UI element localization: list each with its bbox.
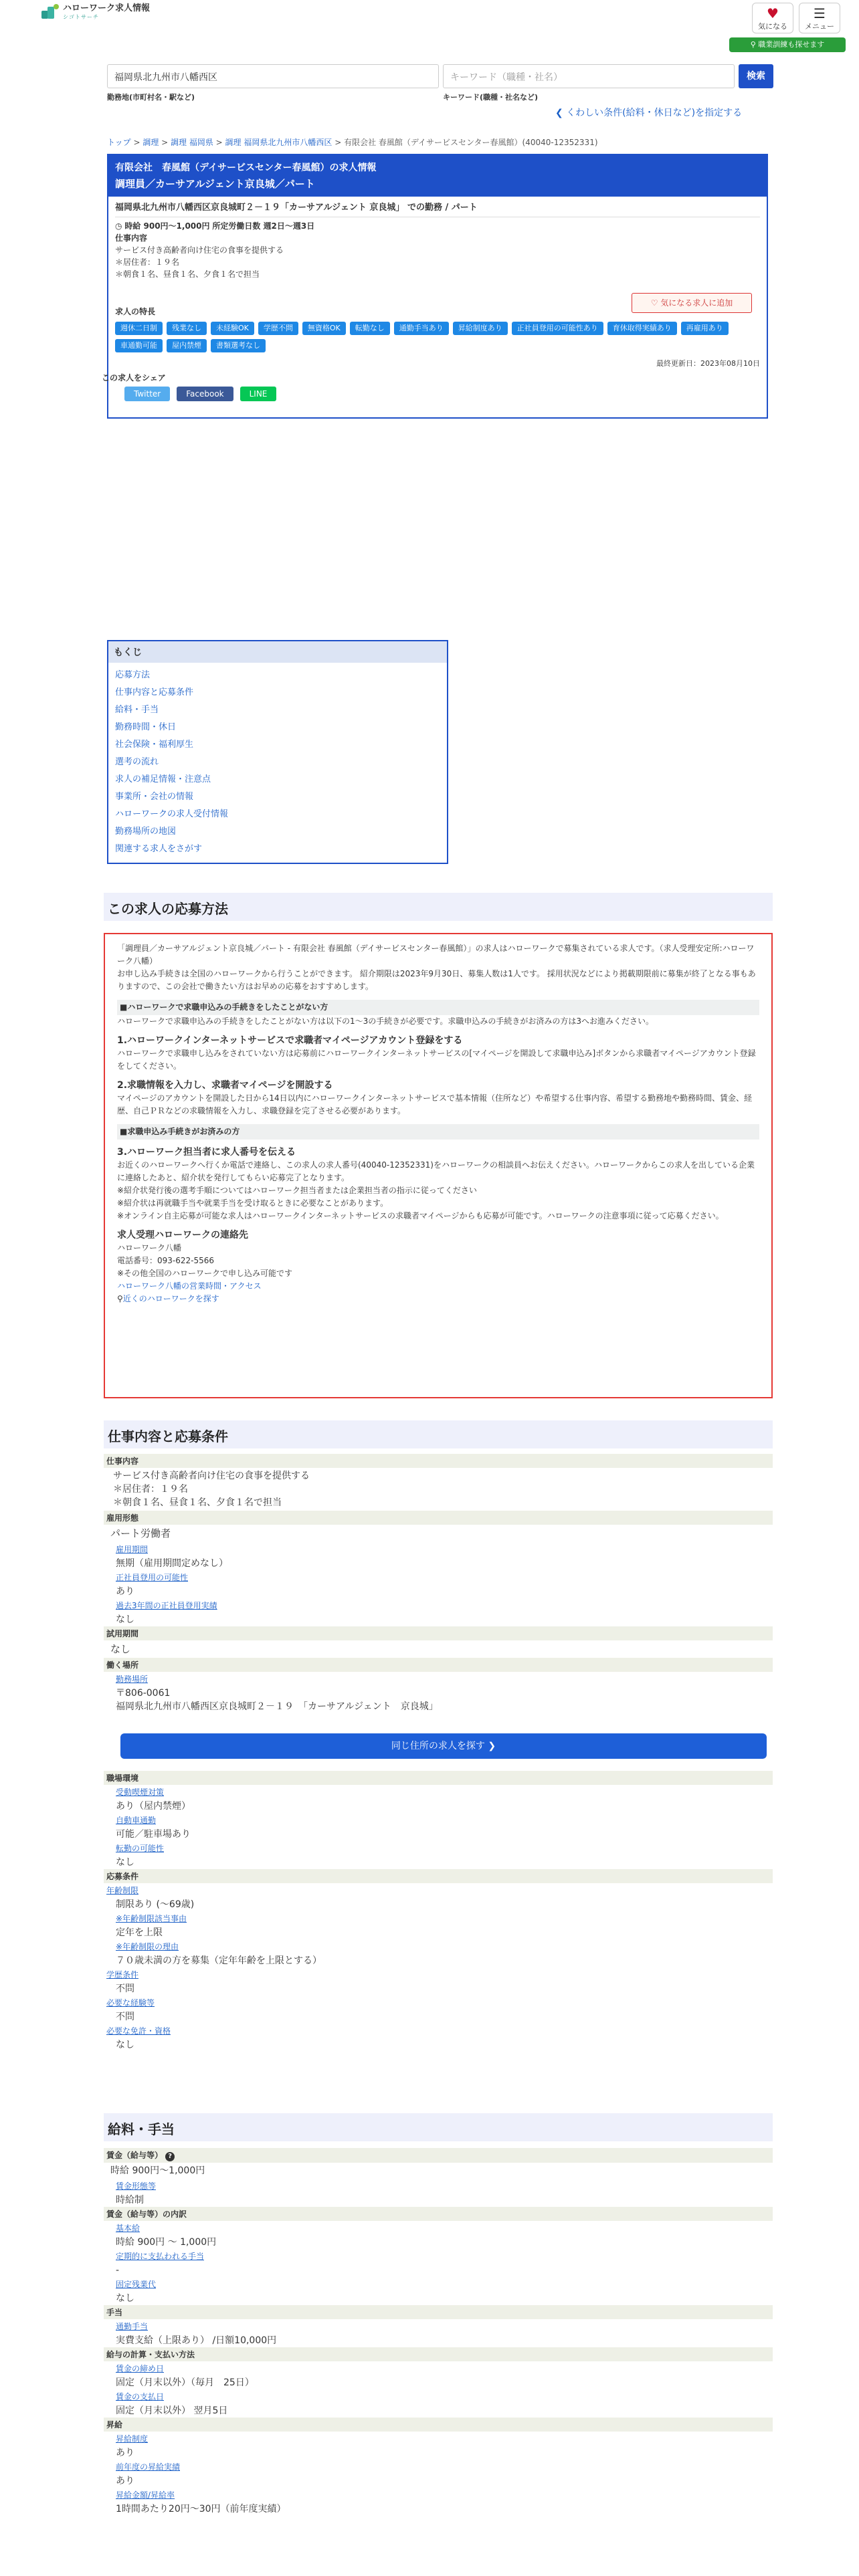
apply-bar-new: ■ハローワークで求職申込みの手続きをしたことがない方	[117, 1000, 759, 1015]
detail-search-link[interactable]	[555, 106, 742, 119]
feature-tags	[115, 322, 760, 352]
location-input[interactable]: 福岡県北九州市八幡西区	[107, 64, 439, 88]
feature-tag: 未経験OK	[211, 322, 254, 335]
toc-item[interactable]: 社会保険・福利厚生	[115, 740, 194, 750]
conditions-list	[104, 1454, 773, 1713]
workplace-address: 福岡県北九州市八幡西区京良城町２－１９ 「カーサアルジェント 京良城」	[116, 1701, 438, 1712]
sub-value: あり	[116, 1586, 134, 1597]
job-summary-card	[102, 154, 768, 419]
help-icon[interactable]: ?	[165, 2152, 175, 2161]
search-button[interactable]: 検索	[739, 64, 773, 88]
sub-value: 時給制	[116, 2195, 144, 2206]
job-days: 所定労働日数 週2日〜週3日	[212, 221, 315, 231]
sub-label: 前年度の昇給実績	[116, 2462, 181, 2472]
toc-item[interactable]: 応募方法	[115, 670, 151, 680]
office-phone: 電話番号：093-622-5566	[117, 1256, 215, 1265]
location-label: 勤務地(市町村名・駅など)	[107, 93, 195, 102]
job-content-line: ＊朝食１名、昼食１名、夕食１名で担当	[113, 1497, 282, 1508]
apply-note: ※紹介状発行後の選考手順についてはハローワーク担当者または企業担当者の指示に従ってください	[117, 1186, 477, 1195]
keyword-input[interactable]: キーワード（職種・社名）	[443, 64, 735, 88]
apply-note: ※紹介状は再就職手当や就業手当を受け取るときに必要なことがあります。	[117, 1198, 389, 1208]
menu-button[interactable]	[799, 3, 840, 33]
feature-tag: 週休二日制	[115, 322, 163, 335]
table-of-contents	[107, 640, 448, 864]
toc-item[interactable]: 給料・手当	[115, 705, 159, 715]
row-heading: 職場環境	[104, 1771, 773, 1785]
search-icon: ⚲	[750, 40, 756, 49]
sub-value: なし	[116, 2293, 134, 2304]
apply-step2-text: マイページのアカウントを開設した日から14日以内にハローワークインターネットサービスで基本情報（住所など）や希望する仕事内容、希望する勤務地や勤務時間、賃金、経歴、自己ＰＲなどの求職情報を入力し、求職登録を完了させる必要があります。	[117, 1093, 752, 1115]
sub-label: 過去3年間の正社員登用実績	[116, 1601, 217, 1610]
row-heading: 昇給	[104, 2418, 773, 2432]
breadcrumb-yahatanishi[interactable]: 調理 福岡県北九州市八幡西区	[225, 138, 332, 147]
sub-value: あり（屋内禁煙）	[116, 1801, 191, 1812]
search-icon: ⚲	[117, 1294, 123, 1303]
share-label: この求人をシェア	[102, 373, 166, 383]
job-location: 福岡県北九州市八幡西区京良城町２－１９「カーサアルジェント 京良城」 での勤務 / パート	[115, 203, 478, 213]
apply-step1: 1.ハローワークインターネットサービスで求職者マイページアカウント登録をする	[117, 1035, 463, 1046]
clock-icon: ◷	[115, 221, 122, 231]
toc-item[interactable]: 勤務時間・休日	[115, 722, 177, 732]
job-content-line: ＊居住者：１９名	[113, 1484, 188, 1495]
sub-label: 雇用期間	[116, 1545, 149, 1554]
apply-step1-text: ハローワークで求職申し込みをされていない方は応募前にハローワークインターネットサービスの[マイページを開設して求職申込み]ボタンから求職者マイページアカウント登録をしてください。	[117, 1049, 756, 1071]
row-heading: 働く場所	[104, 1658, 773, 1672]
sub-label: 通勤手当	[116, 2322, 149, 2331]
hamburger-icon: ☰	[814, 5, 826, 21]
trial-value: なし	[110, 1643, 131, 1655]
toc-item[interactable]: 仕事内容と応募条件	[115, 687, 194, 697]
apply-box	[104, 933, 773, 1398]
sub-label: 転勤の可能性	[116, 1844, 165, 1853]
same-address-search-button[interactable]: 同じ住所の求人を探す ❯	[120, 1733, 767, 1759]
sub-value: なし	[116, 1857, 134, 1868]
updated-date: 最終更新日：2023年08月10日	[656, 359, 760, 368]
feature-tag: 正社員登用の可能性あり	[512, 322, 603, 335]
company-name: 有限会社 春風館（デイサービスセンター春風館）の求人情報	[115, 163, 377, 173]
salary-list	[104, 2148, 773, 2516]
detail-search-label: くわしい条件(給料・休日など)を指定する	[566, 108, 743, 118]
apply-bar-registered: ■求職申込み手続きがお済みの方	[117, 1124, 759, 1140]
logo-subtitle: シゴトサーチ	[63, 14, 99, 20]
toc-item[interactable]: 関連する求人をさがす	[115, 844, 203, 854]
toc-item[interactable]: 選考の流れ	[115, 757, 159, 767]
training-label: 職業訓練も探せます	[758, 40, 825, 49]
sub-value: 制限あり (〜69歳)	[116, 1899, 195, 1910]
job-content-line: サービス付き高齢者向け住宅の食事を提供する	[113, 1471, 310, 1481]
breadcrumb-cooking[interactable]: 調理	[142, 138, 159, 147]
toc-title: もくじ	[108, 641, 447, 663]
breadcrumb-fukuoka[interactable]: 調理 福岡県	[171, 138, 213, 147]
content-line: サービス付き高齢者向け住宅の食事を提供する	[115, 245, 284, 255]
feature-tag: 転勤なし	[350, 322, 390, 335]
row-heading: 手当	[104, 2305, 773, 2319]
sub-value: あり	[116, 2448, 134, 2458]
chevron-left-icon: ❮	[555, 108, 563, 118]
sub-label: 基本給	[116, 2224, 140, 2233]
sub-value: なし	[116, 2040, 134, 2050]
heart-icon: ♥	[767, 5, 779, 21]
menu-label: メニュー	[805, 22, 834, 31]
office-hours-link[interactable]: ハローワーク八幡の営業時間・アクセス	[117, 1281, 262, 1291]
feature-tag: 書類選考なし	[211, 339, 266, 352]
sub-value: あり	[116, 2476, 134, 2486]
sub-label: 自動車通勤	[116, 1816, 157, 1825]
sub-label: 年齢制限	[106, 1886, 139, 1895]
add-favorite-button[interactable]	[632, 293, 752, 313]
sub-value: なし	[116, 1614, 134, 1625]
sub-label: ※年齢制限の理由	[116, 1942, 179, 1951]
site-logo[interactable]	[41, 4, 150, 21]
job-hours: 時給 900円〜1,000円	[124, 221, 210, 231]
features-heading: 求人の特長	[115, 307, 156, 316]
feature-tag: 屋内禁煙	[167, 339, 207, 352]
sub-label: 賃金の締め日	[116, 2364, 165, 2373]
sub-value: 実費支給（上限あり） /日額10,000円	[116, 2335, 277, 2346]
sub-label: 必要な免許・資格	[106, 2026, 171, 2036]
nearby-office-link[interactable]: 近くのハローワークを探す	[122, 1294, 219, 1303]
facebook-share-button[interactable]: Facebook	[177, 387, 233, 401]
employment-value: パート労働者	[110, 1527, 171, 1539]
apply-intro: 「調理員／カーサアルジェント京良城／パート - 有限会社 春風館（デイサービスセンター春風館）」の求人はハローワークで募集されている求人です。（求人受理安定所:ハローワーク八幡）	[117, 944, 755, 966]
section-title-conditions: 仕事内容と応募条件	[104, 1420, 773, 1448]
row-heading: 雇用形態	[104, 1511, 773, 1525]
sub-label: 受動喫煙対策	[116, 1788, 165, 1797]
office-name: ハローワーク八幡	[117, 1243, 182, 1253]
toc-item[interactable]: 求人の補足情報・注意点	[115, 774, 211, 784]
sub-label: 賃金形態等	[116, 2181, 157, 2191]
keyword-label: キーワード(職種・社名など)	[443, 93, 539, 102]
sub-value: 1時間あたり20円〜30円（前年度実績）	[116, 2504, 286, 2514]
breadcrumb-top[interactable]: トップ	[107, 138, 131, 147]
sub-value: ７０歳未満の方を募集（定年年齢を上限とする）	[116, 1955, 322, 1966]
feature-tag: 再雇用あり	[681, 322, 729, 335]
wage-value: 時給 900円〜1,000円	[110, 2165, 205, 2176]
apply-intro2: お申し込み手続きは全国のハローワークから行うことができます。 紹介期限は2023年9月30日、募集人数は1人です。 採用状況などにより掲載期限前に募集が終了となる事もありますので、この会社で働きたい方はお早めの応募をおすすめします。	[117, 969, 756, 991]
breadcrumb: トップ > 調理 > 調理 福岡県 > 調理 福岡県北九州市八幡西区 > 有限会社 春風館（デイサービスセンター春風館）(40040-12352331)	[107, 138, 598, 147]
toc-item[interactable]: 事業所・会社の情報	[115, 792, 194, 802]
sub-label: ※年齢制限該当事由	[116, 1914, 187, 1923]
sub-label: 固定残業代	[116, 2280, 157, 2289]
sub-value: 不問	[116, 1983, 134, 1994]
contact-title: 求人受理ハローワークの連絡先	[117, 1230, 248, 1241]
content-line: ＊居住者：１９名	[115, 257, 180, 267]
office-note: ※その他全国のハローワークで申し込み可能です	[117, 1269, 293, 1278]
sub-value: 時給 900円 〜 1,000円	[116, 2237, 217, 2248]
row-heading: 賃金（給与等） ?	[104, 2148, 773, 2163]
section-title-salary: 給料・手当	[104, 2113, 773, 2141]
add-favorite-label: 気になる求人に追加	[660, 298, 733, 308]
sub-label: 昇給制度	[116, 2434, 149, 2444]
favorites-button[interactable]	[752, 3, 793, 33]
favorites-label: 気になる	[758, 22, 787, 31]
row-heading: 試用期間	[104, 1626, 773, 1640]
twitter-share-button[interactable]: Twitter	[124, 387, 170, 401]
breadcrumb-current: 有限会社 春風館（デイサービスセンター春風館）(40040-12352331)	[344, 138, 598, 147]
sub-value: 固定（月末以外） 翌月5日	[116, 2405, 228, 2416]
sub-value: 無期（雇用期間定めなし）	[116, 1558, 228, 1569]
sub-label: 勤務場所	[116, 1675, 149, 1684]
feature-tag: 通勤手当あり	[394, 322, 449, 335]
feature-tag: 残業なし	[167, 322, 207, 335]
apply-step3-text: お近くのハローワークへ行くか電話で連絡し、この求人の求人番号(40040-12352331)をハローワークの相談員へお伝えください。ハローワークからこの求人を出している企業に連絡したあと、紹介状を発行してもらい応募完了となります。	[117, 1160, 755, 1182]
conditions-list-2	[104, 1771, 773, 2052]
sub-value: 固定（月末以外）（毎月 25日）	[116, 2377, 254, 2388]
toc-item[interactable]: ハローワークの求人受付情報	[115, 809, 229, 819]
logo-title: ハローワーク求人情報	[63, 3, 151, 13]
heart-outline-icon: ♡	[650, 298, 658, 308]
apply-note: ※オンライン自主応募が可能な求人はハローワークインターネットサービスの求職者マイページからも応募が可能です。ハローワークの注意事項に従って応募ください。	[117, 1211, 724, 1220]
sub-label: 定期的に支払われる手当	[116, 2252, 205, 2261]
sub-value: 不問	[116, 2012, 134, 2022]
row-heading: 給与の計算・支払い方法	[104, 2347, 773, 2361]
sub-value: -	[116, 2265, 120, 2276]
sub-label: 賃金の支払日	[116, 2392, 165, 2401]
sub-value: 定年を上限	[116, 1927, 163, 1938]
row-heading: 仕事内容	[104, 1454, 773, 1468]
feature-tag: 育休取得実績あり	[607, 322, 677, 335]
workplace-zip: 〒806-0061	[116, 1688, 171, 1699]
toc-item[interactable]: 勤務場所の地図	[115, 827, 177, 837]
section-title-apply: この求人の応募方法	[104, 893, 773, 921]
sub-label: 正社員登用の可能性	[116, 1573, 189, 1582]
content-heading: 仕事内容	[115, 233, 148, 243]
row-heading: 賃金（給与等）の内訳	[104, 2207, 773, 2221]
training-link[interactable]	[729, 37, 846, 52]
apply-step3: 3.ハローワーク担当者に求人番号を伝える	[117, 1147, 296, 1158]
line-share-button[interactable]: LINE	[240, 387, 277, 401]
sub-value: 可能／駐車場あり	[116, 1829, 191, 1840]
logo-icon	[41, 4, 59, 19]
feature-tag: 学歴不問	[258, 322, 298, 335]
job-title: 調理員／カーサアルジェント京良城／パート	[115, 178, 315, 190]
sub-label: 学歴条件	[106, 1970, 139, 1979]
content-line: ＊朝食１名、昼食１名、夕食１名で担当	[115, 270, 260, 279]
sub-label: 昇給金額/昇給率	[116, 2490, 175, 2500]
row-heading: 応募条件	[104, 1869, 773, 1883]
feature-tag: 昇給制度あり	[453, 322, 508, 335]
apply-bar-new-text: ハローワークで求職申込みの手続きをしたことがない方は以下の1〜3の手続きが必要です。求職申込みの手続きがお済みの方は3へお進みください。	[117, 1016, 654, 1026]
feature-tag: 車通勤可能	[115, 339, 163, 352]
apply-step2: 2.求職情報を入力し、求職者マイページを開設する	[117, 1080, 333, 1091]
feature-tag: 無資格OK	[302, 322, 346, 335]
sub-label: 必要な経験等	[106, 1998, 155, 2008]
